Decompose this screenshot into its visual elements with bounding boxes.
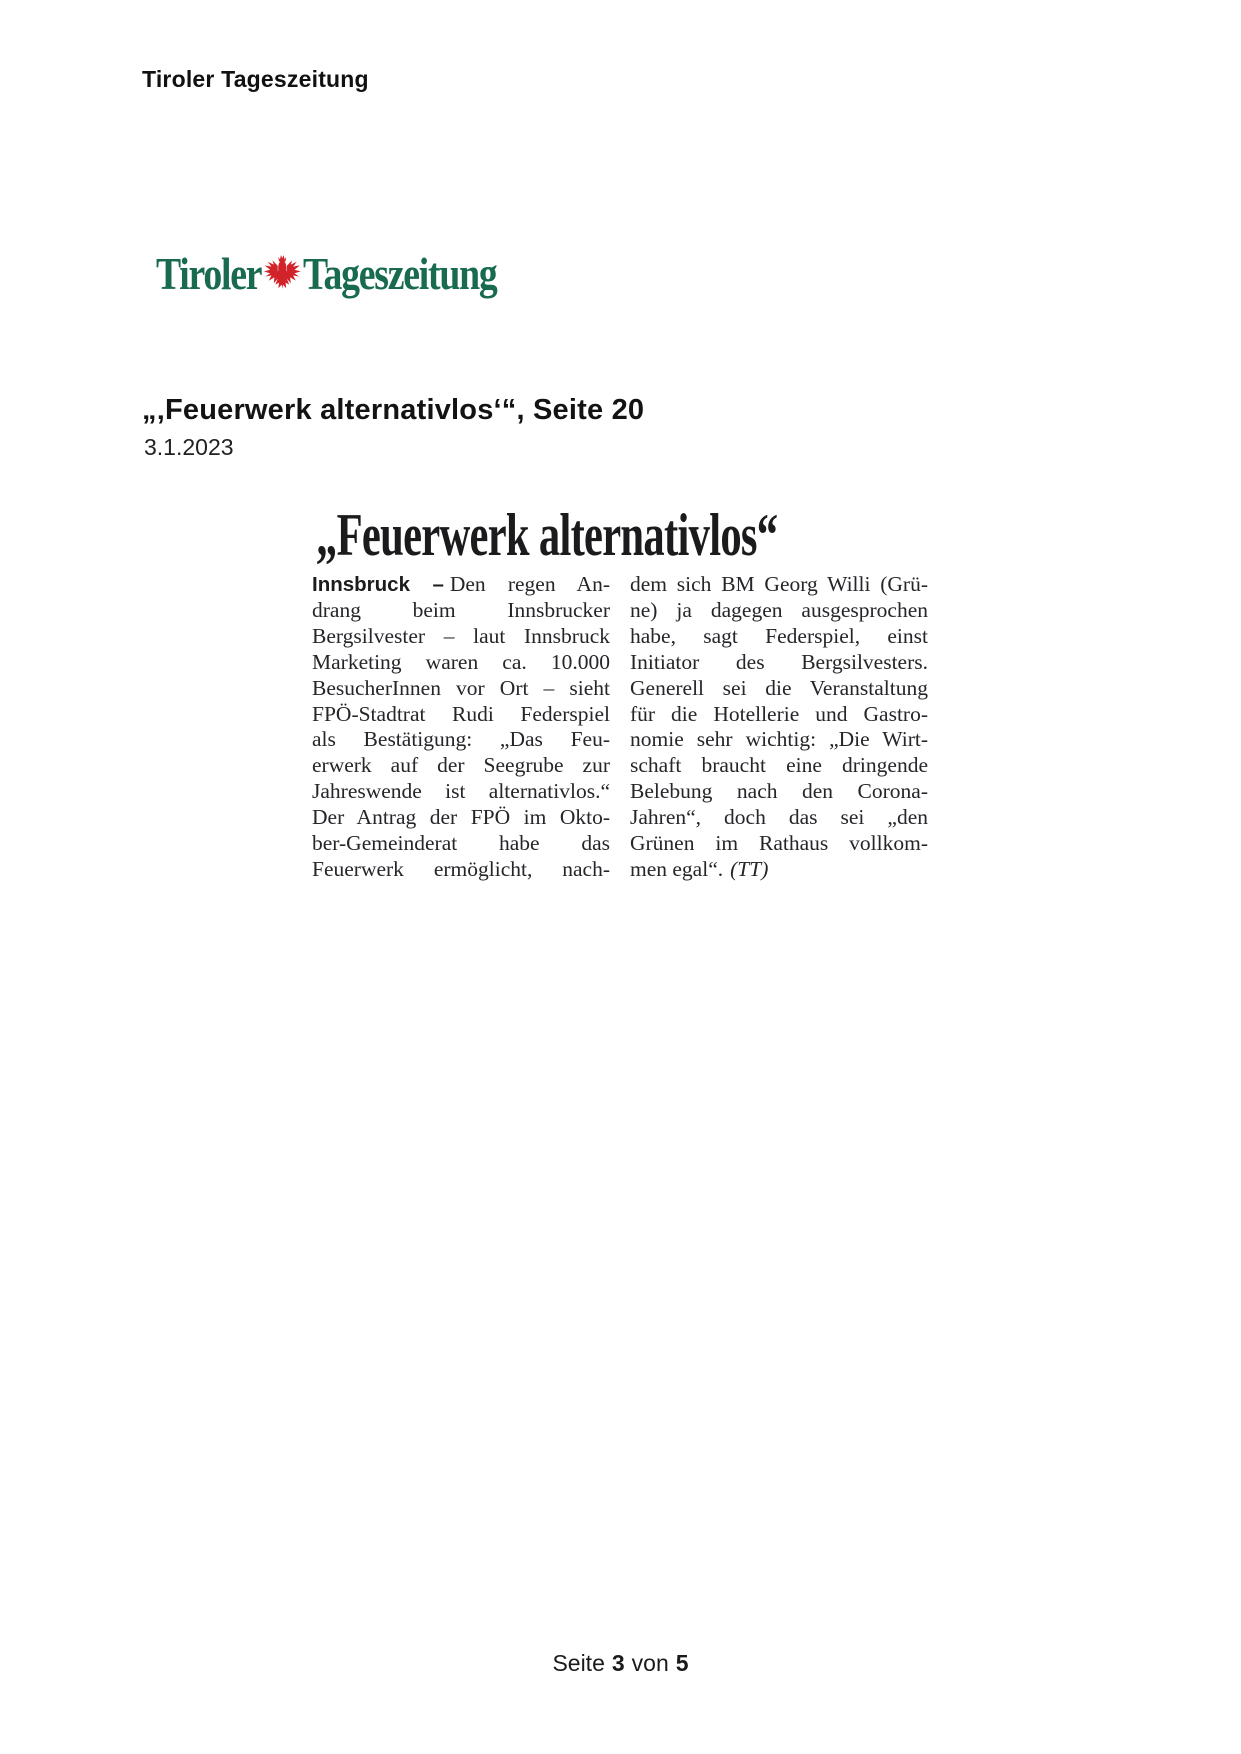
logo-word-tageszeitung: Tageszeitung [303,248,497,299]
agency-byline: (TT) [730,856,769,881]
article-text-line [312,572,610,598]
article-headline: „Feuerwerk alternativlos“ [316,502,778,568]
article-text-line: schaft braucht eine dringende [630,753,928,778]
article-text-line: Belebung nach den Corona- [630,779,928,804]
article-text-line: erwerk auf der Seegrube zur [312,753,610,778]
page-footer [0,1650,1241,1677]
article-text-line: Marketing waren ca. 10.000 [312,649,610,674]
footer-current-page: 3 [611,1650,625,1676]
article-text-line: Initiator des Bergsilvesters. [630,649,928,674]
article-text-line: drang beim Innsbrucker [312,597,610,622]
article-text-line: Jahreswende ist alternativlos.“ [312,779,610,804]
article-text-line: habe, sagt Federspiel, einst [630,623,928,648]
article-text-line: ber-Gemeinderat habe das [312,831,610,856]
footer-label-seite: Seite [552,1650,605,1676]
article-text-line: FPÖ-Stadtrat Rudi Federspiel [312,701,610,726]
article-text-lines [630,572,928,857]
article-text-line: Grünen im Rathaus vollkom- [630,831,928,856]
article-text-line: ne) ja dagegen ausgesprochen [630,597,928,622]
clipping-title: „‚Feuerwerk alternativlos‘“, Seite 20 [142,394,645,426]
article-column-2 [630,572,928,883]
article-text-line: BesucherInnen vor Ort – sieht [312,675,610,700]
article-text-line: Generell sei die Veranstaltung [630,675,928,700]
clipping-date: 3.1.2023 [144,434,234,460]
logo-word-tiroler: Tiroler [156,248,262,299]
article-column-1 [312,572,610,883]
article-text-line: als Bestätigung: „Das Feu- [312,727,610,752]
article-text-line [630,857,928,883]
footer-label-von: von [631,1650,669,1676]
article-text: men egal“. [630,856,724,881]
footer-total-pages: 5 [675,1650,689,1676]
article-text-line: Jahren“, doch das sei „den [630,805,928,830]
article-text-line: dem sich BM Georg Willi (Grü- [630,572,928,596]
dateline-lead-in: Innsbruck – [312,573,444,596]
article-text-line: Feuerwerk ermöglicht, nach- [312,856,610,881]
running-header: Tiroler Tageszeitung [142,66,369,92]
article-text-line: für die Hotellerie und Gastro- [630,701,928,726]
article-text: Den regen An- [449,572,610,596]
article-text-line: Bergsilvester – laut Innsbruck [312,623,610,648]
article-text-line: nomie sehr wichtig: „Die Wirt- [630,727,928,752]
article-text-line: Der Antrag der FPÖ im Okto- [312,805,610,830]
article-text-lines [312,598,610,883]
